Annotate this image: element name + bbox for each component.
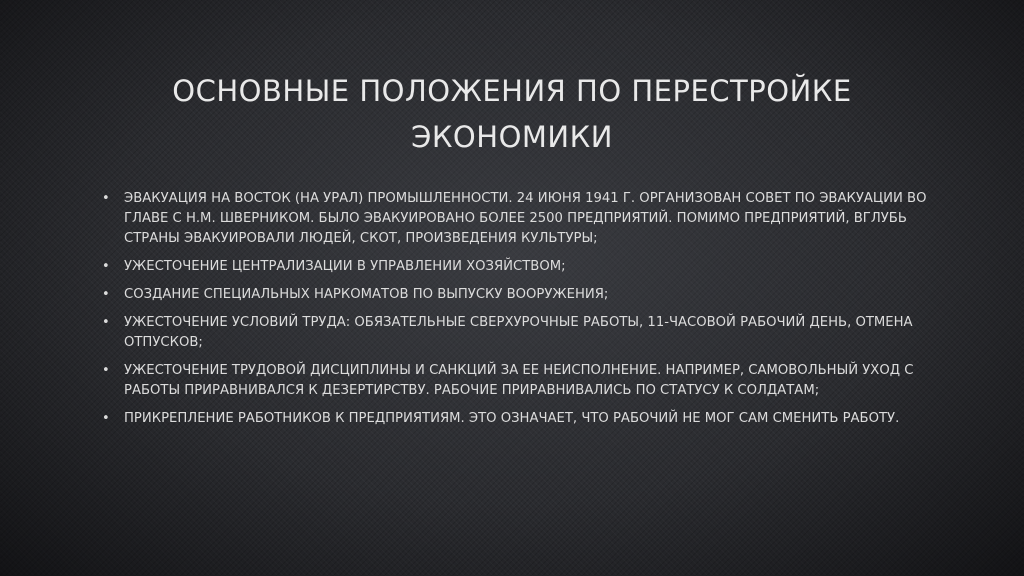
bullet-icon: • [102, 259, 110, 274]
bullet-list [96, 189, 936, 437]
list-item-text: ПРИКРЕПЛЕНИЕ РАБОТНИКОВ К ПРЕДПРИЯТИЯМ. ЭТО ОЗНАЧАЕТ, ЧТО РАБОЧИЙ НЕ МОГ САМ СМЕНИТЬ РАБОТУ. [124, 411, 900, 426]
list-item-text: УЖЕСТОЧЕНИЕ ЦЕНТРАЛИЗАЦИИ В УПРАВЛЕНИИ ХОЗЯЙСТВОМ; [124, 259, 566, 274]
bullet-icon: • [102, 315, 110, 330]
slide-title: ОСНОВНЫЕ ПОЛОЖЕНИЯ ПО ПЕРЕСТРОЙКЕ ЭКОНОМИКИ [172, 74, 852, 154]
list-item [96, 285, 936, 305]
bullet-icon: • [102, 363, 110, 378]
list-item [96, 257, 936, 277]
list-item-text: ЭВАКУАЦИЯ НА ВОСТОК (НА УРАЛ) ПРОМЫШЛЕННОСТИ. 24 ИЮНЯ 1941 Г. ОРГАНИЗОВАН СОВЕТ ПО ЭВАКУАЦИИ ВО ГЛАВЕ С Н.М. ШВЕРНИКОМ. БЫЛО ЭВАКУИРОВАНО БОЛЕЕ 2500 ПРЕДПРИЯТИЙ. ПОМИМО ПРЕДПРИЯТИЙ, ВГЛУБЬ СТРАНЫ ЭВАКУИРОВАЛИ ЛЮДЕЙ, СКОТ, ПРОИЗВЕДЕНИЯ КУЛЬТУРЫ; [124, 191, 927, 246]
list-item-text: УЖЕСТОЧЕНИЕ УСЛОВИЙ ТРУДА: ОБЯЗАТЕЛЬНЫЕ СВЕРХУРОЧНЫЕ РАБОТЫ, 11-ЧАСОВОЙ РАБОЧИЙ ДЕНЬ, ОТМЕНА ОТПУСКОВ; [124, 315, 913, 350]
list-item [96, 361, 936, 401]
list-item-text: УЖЕСТОЧЕНИЕ ТРУДОВОЙ ДИСЦИПЛИНЫ И САНКЦИЙ ЗА ЕЕ НЕИСПОЛНЕНИЕ. НАПРИМЕР, САМОВОЛЬНЫЙ УХОД С РАБОТЫ ПРИРАВНИВАЛСЯ К ДЕЗЕРТИРСТВУ. РАБОЧИЕ ПРИРАВНИВАЛИСЬ ПО СТАТУСУ К СОЛДАТАМ; [124, 363, 914, 398]
list-item-text: СОЗДАНИЕ СПЕЦИАЛЬНЫХ НАРКОМАТОВ ПО ВЫПУСКУ ВООРУЖЕНИЯ; [124, 287, 609, 302]
bullet-icon: • [102, 411, 110, 426]
bullet-icon: • [102, 287, 110, 302]
list-item [96, 313, 936, 353]
bullet-icon: • [102, 191, 110, 206]
list-item [96, 409, 936, 429]
list-item [96, 189, 936, 249]
